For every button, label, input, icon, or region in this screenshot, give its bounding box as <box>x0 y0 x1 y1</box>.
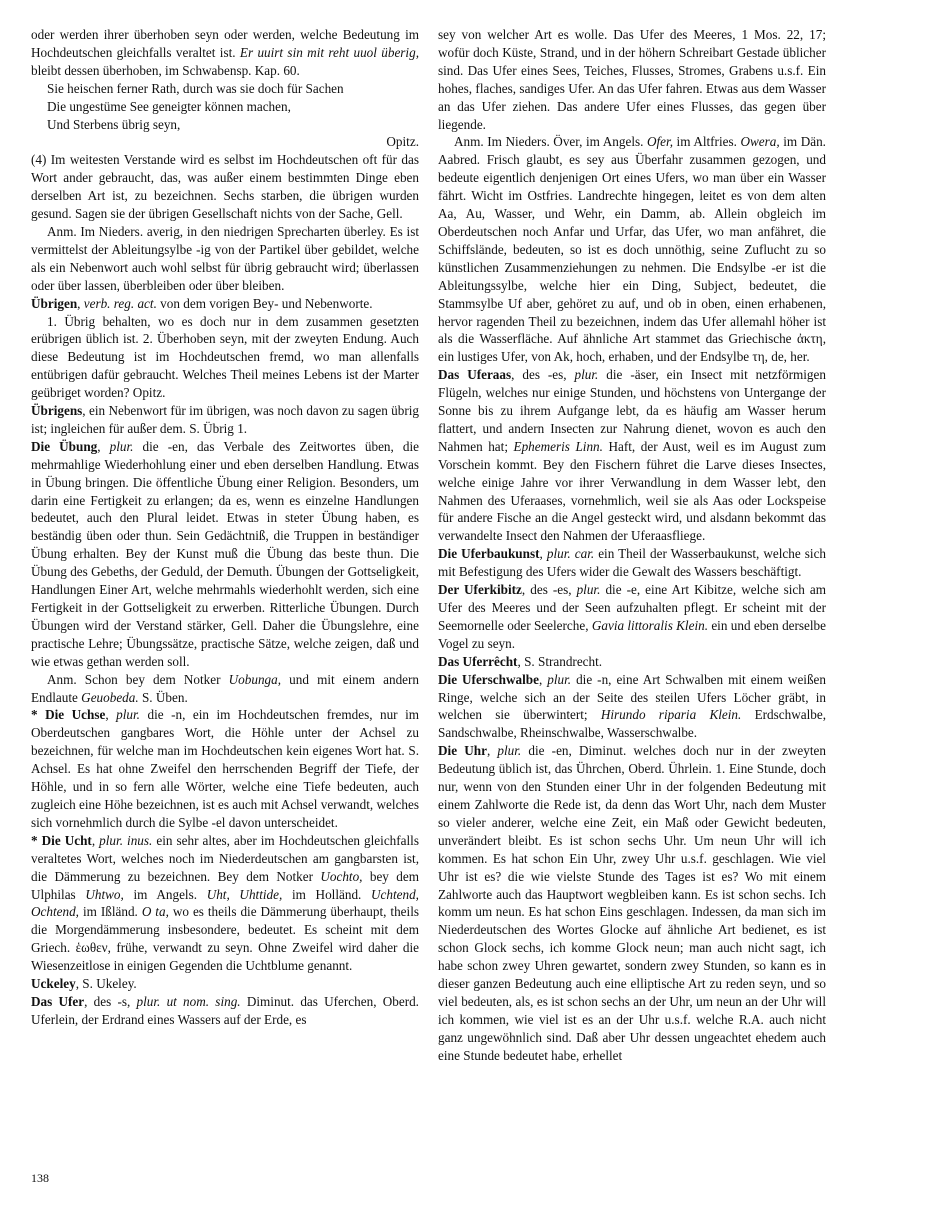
text-run: Diminut. das Uferchen, Oberd. Uferlein, der Erdrand eines Wassers auf der Erde, es <box>31 993 419 1027</box>
text-run: bleibt dessen überhoben, im Schwabensp. Kap. 60. <box>31 62 300 78</box>
italic-text: plur. <box>109 438 134 454</box>
text-run: die -e, eine Art Kibitze, welche sich am Ufer des Meeres und der Seen aufzuhalten pflegt. Er scheint mit der Seemornelle oder Seelerche, <box>438 582 826 633</box>
text-run: , S. Strandrecht. <box>517 653 603 669</box>
text-run: die -n, ein im Hochdeutschen fremdes, nur im Oberdeutschen gangbares Wort, die Höhle unter der Achsel zu bezeichnen, für welche man im Hochdeutschen kein eigenes Wort hat. S. Achsel. Es hat ohne Zweifel den herrschenden Begriff der Tiefe, der Höhle, und in so fern alle Wörter, welche eine Tiefe bedeuten, auch zugleich eine Höhe bezeichnen, ist es auch mit Achsel verwandt, welches sich vornehmlich durch die Sylbe -el davon unterscheidet. <box>31 707 419 830</box>
text-run: im Ißländ. <box>78 904 142 920</box>
italic-text: Uochto, <box>320 868 363 884</box>
entry-headword: Übrigen <box>31 295 78 311</box>
italic-text: Ephemeris Linn. <box>513 438 603 454</box>
entry-headword: Übrigens <box>31 403 83 419</box>
text-run: , <box>97 438 110 454</box>
text-run: Die ungestüme See geneigter können machen, <box>47 98 291 114</box>
entry-headword: Das Uferrêcht <box>438 653 518 669</box>
paragraph <box>438 545 826 581</box>
text-run: im Altfries. <box>673 134 741 150</box>
text-run: , ein Nebenwort für im übrigen, was noch davon zu sagen übrig ist; ingleichen für außer dem. S. Übrig 1. <box>31 403 419 436</box>
paragraph <box>31 706 419 831</box>
entry-headword: Die Uferschwalbe <box>438 671 539 687</box>
text-run: sey von welcher Art es wolle. Das Ufer des Meeres, 1 Mos. 22, 17; wofür doch Küste, Strand, und in der höhern Schreibart Gestade üblicher sind. Das Ufer eines Sees, Teiches, Flusses, Stromes, Grabens u.s.f. Ein hohes, flaches, sandiges Ufer. An das Ufer fahren. Etwas aus dem Wasser an das Ufer ziehen. Das andere Ufer eines Flusses, das gegen über liegende. <box>438 27 826 132</box>
italic-text: Ofer, <box>646 134 673 150</box>
right-column <box>438 26 826 1065</box>
text-run: Sie heischen ferner Rath, durch was sie doch für Sachen <box>47 80 344 96</box>
text-run: im Holländ. <box>282 886 371 902</box>
italic-text: plur. <box>497 743 522 759</box>
italic-text: plur. inus. <box>99 832 153 848</box>
italic-text: Uhtwo, <box>85 886 124 902</box>
italic-text: Geuobeda. <box>81 689 139 705</box>
text-run: , des -es, <box>511 367 575 383</box>
italic-text: Uobunga, <box>228 671 282 687</box>
paragraph <box>31 295 419 313</box>
paragraph <box>438 133 826 366</box>
text-run: , des -es, <box>521 582 577 598</box>
text-run: die -en, Diminut. welches doch nur in der zweyten Bedeutung üblich ist, das Ührchen, Oberd. Ührlein. 1. Eine Stunde, doch nur, wenn von den Stunden einer Uhr in der folgenden Bedeutung mit einem Zahlworte die Rede ist, da denn das Wort Uhr, nach dem Muster so vieler anderer, welche eine Zeit, ein Maß oder Gewicht bedeuten, unverändert bleibt. Es ist schon sechs Uhr. Um neun Uhr will ich kommen. Es hat schon Ein Uhr, zwey Uhr u.s.f. geschlagen. Wie viel Uhr ist es? die wie vielste Stunde des Tages ist es? Wo mit einem Zahlworte auch das Hauptwort wegbleiben kann. Es ist schon sechs. Ich komm um neun. Es hat schon Eins geschlagen. Indessen, da man sich im Niederdeutschen des Wortes Glocke auf ähnliche Art bedienet, es ist schon Glock sechs, ich komme Glock neun; man auch nicht sagt, ich habe schon zwey Uhren gewartet, sondern zwey Stunden, so kann es in dieser ganzen Bedeutung auch eine elliptische Art zu reden seyn, und so viel bedeuten, als, es ist schon sechs an der Uhr, um neun an der Uhr will ich kommen, wie viel ist es an der Uhr u.s.f. welche R.A. auch nicht ganz ungewöhnlich sind. Daß aber Uhr dessen ungeachtet ehedem auch eine Stunde bedeutet habe, erhellet <box>438 743 826 1063</box>
text-run: Erdschwalbe, Sandschwalbe, Rheinschwalbe, Wasserschwalbe. <box>438 707 827 741</box>
italic-text: plur. <box>547 671 572 687</box>
text-run: , <box>91 832 100 848</box>
page-number: 138 <box>31 1171 49 1185</box>
italic-text: verb. reg. act. <box>83 295 157 311</box>
italic-text: Uht, Uhttide, <box>206 886 283 902</box>
italic-text: Er uuirt sin mit reht uuol überig, <box>239 44 419 60</box>
text-run: von dem vorigen Bey- und Nebenworte. <box>156 295 373 311</box>
text-run: , des -s, <box>84 993 137 1009</box>
text-run: Anm. Im Nieders. averig, in den niedrigen Sprecharten überley. Es ist vermittelst der Ableitungsylbe -ig von der Partikel über gebildet, welche als ein Nebenwort auch wohl selbst für übrig gebraucht wird; überlassen oder über lassen, überbleiben oder über bleiben. <box>31 223 419 293</box>
paragraph <box>31 313 419 403</box>
italic-text: plur. car. <box>546 546 595 562</box>
text-run: ein und eben derselbe Vogel zu seyn. <box>438 617 827 651</box>
text-run: die -en, das Verbale des Zeitwortes üben, die mehrmahlige Wiederhohlung einer und eben derselben Handlung. Etwas in Übung bringen. Die öffentliche Übung einer Religion. Besonders, um darin eine Fertigkeit zu erlangen; da es, wenn es einzelne Handlungen bedeutet, auch den Plural leidet. Etwas in steter Übung haben, es beständig üben oder thun. Sein Gedächtniß, die Truppen in beständiger Übung erhalten. Bey der Kunst muß die Übung das beste thun. Die Übung des Gebeths, der Geduld, der Demuth. Übungen der Gottseligkeit, Handlungen Einer Art, welche mehrmahls wiederhohlt werden, sich eine Fertigkeit in der Gottseligkeit zu erwerben. Ritterliche Übungen. Durch Übungen wird der Verstand stärker, Gell. Daher die Übungslehre, eine practische Lehre; Übungssätze, practische Sätze, welche zeigen, daß und wie etwas gethan werden soll. <box>31 438 420 669</box>
italic-text: plur. <box>574 367 599 383</box>
entry-headword: Der Uferkibitz <box>438 582 522 598</box>
text-run: , <box>539 546 547 562</box>
entry-headword: Das Uferaas <box>438 367 512 383</box>
paragraph <box>31 402 419 438</box>
paragraph <box>31 975 419 993</box>
paragraph <box>31 993 419 1029</box>
attribution <box>31 133 419 151</box>
text-run: Opitz. <box>386 134 419 150</box>
text-run: , <box>486 743 498 759</box>
italic-text: Owera, <box>740 134 780 150</box>
entry-headword: Die Übung <box>31 438 98 454</box>
text-run: Anm. Schon bey dem Notker <box>47 671 229 687</box>
paragraph <box>31 223 419 295</box>
paragraph <box>438 26 826 133</box>
paragraph <box>31 671 419 707</box>
paragraph <box>438 366 826 545</box>
text-run: im Angels. <box>123 886 207 902</box>
text-run: , S. Ukeley. <box>75 976 137 992</box>
italic-text: plur. <box>576 582 601 598</box>
text-run: die -n, eine Art Schwalben mit einem weißen Ringe, welche sich an der Seite des steilen Ufers Löcher gräbt, in welchen sie überwintert; <box>438 671 827 723</box>
entry-headword: Die Uhr <box>438 743 487 759</box>
text-run: bey dem Ulphilas <box>31 868 419 902</box>
text-run: ein Theil der Wasserbaukunst, welche sich mit Befestigung des Ufers wider die Gewalt des Wassers beschäftigt. <box>438 546 827 580</box>
text-run: Und Sterbens übrig seyn, <box>47 116 181 132</box>
text-run: Haft, der Aust, weil es im August zum Vorschein kommt. Bey den Fischern führet die Larve dieses Insectes, welche einige Jahre vor ihrer Verwandlung in dem Wasser lebt, den Nahmen des Uferaases, vornehmlich, weil sie als Aas oder Lockspeise für andere Fische an die Angel gesteckt wird, und alsdann bekommt das verwandelte Insect den Nahmen der Uferaasfliege. <box>438 438 826 544</box>
entry-headword: Das Ufer <box>31 993 85 1009</box>
entry-headword: * Die Ucht <box>31 832 92 848</box>
entry-headword: Die Uferbaukunst <box>438 546 540 562</box>
paragraph <box>438 742 826 1064</box>
text-run: Anm. Im Nieders. Över, im Angels. <box>454 134 647 150</box>
verse-line <box>31 98 419 116</box>
text-run: , <box>538 671 548 687</box>
verse-line <box>31 80 419 98</box>
paragraph <box>31 438 419 671</box>
text-run: , <box>105 707 117 723</box>
text-run: die -äser, ein Insect mit netzförmigen Flügeln, welches nur einige Stunden, und höchstens von Untergange der Sonne bis zu ihrem Aufgange lebt, da es häufig am Wasser herum flattert, und andern Insecten zur Nahrung dienet, wovon es auch den Nahmen hat; <box>438 367 826 454</box>
entry-headword: * Die Uchse <box>31 707 106 723</box>
left-column <box>31 26 419 1029</box>
text-run: oder werden ihrer überhoben seyn oder werden, welche Bedeutung im Hochdeutschen gleichfalls veraltet ist. <box>31 27 419 60</box>
text-run: ein sehr altes, aber im Hochdeutschen gleichfalls veraltetes Wort, welches noch im Niederdeutschen am gangbarsten ist, die Dämmerung zu bezeichnen. Bey dem Notker <box>31 832 419 884</box>
text-run: 1. Übrig behalten, wo es doch nur in dem zusammen gesetzten erübrigen üblich ist. 2. Überhoben seyn, mit der zweyten Endung. Auch diese Bedeutung ist im Hochdeutschen fremd, wo man allenfalls entübrigen dafür gebraucht. Welches Theil meines Lebens ist der Marter geübriget worden? Opitz. <box>31 313 419 401</box>
text-run: (4) Im weitesten Verstande wird es selbst im Hochdeutschen oft für das Wort ander gebraucht, das, was außer einem bestimmten Dinge eben derselben Art ist, zu bezeichnen. Sechs starben, die übrigen wurden gesund. Sagen sie der übrigen Gesellschaft nichts von der Sache, Gell. <box>31 152 419 222</box>
italic-text: Gavia littoralis Klein. <box>591 617 709 633</box>
text-run: , <box>77 295 84 311</box>
italic-text: plur. ut nom. sing. <box>136 993 241 1009</box>
italic-text: O ta, <box>141 904 169 920</box>
verse-line <box>31 116 419 134</box>
italic-text: plur. <box>116 707 140 723</box>
italic-text: Hirundo riparia Klein. <box>600 707 742 723</box>
paragraph <box>438 671 826 743</box>
text-run: im Dän. Aabred. Frisch glaubt, es sey aus Überfahr zusammen gezogen, und bedeute eigentlich denjenigen Ort eines Ufers, wo man über ein Wasser fährt. Wicht im Ostfries. Landrechte hingegen, leitet es von dem alten Aa, Au, Wasser, und Wehr, ein Damm, ab. Allein obgleich im Oberdeutschen noch Anfar und Urfar, das Ufer, wo man anfähret, die Schiffslände, bedeuten, so ist es doch unnöthig, seine Zuflucht zu so künstlichen Zusammenziehungen zu nehmen. Die Endsylbe -er ist die Ableitungssylbe, welche hier ein Ding, Subject, bedeutet, die Stammsylbe Uf aber, gehöret zu auf, und ob in oben, einen erhabenen, hervor ragenden Theil zu bezeichnen, indem das Ufer allemahl höher ist als die Wasserfläche. Auf ähnliche Art stammet das Griechische ἀκτη, ein lustiges Ufer, von Ak, hoch, erhaben, und der Endsylbe τη, de, her. <box>438 134 826 365</box>
italic-text: Uchtend, Ochtend, <box>31 886 419 920</box>
text-run: S. Üben. <box>138 689 188 705</box>
paragraph <box>31 832 419 975</box>
paragraph <box>31 151 419 223</box>
paragraph <box>438 581 826 653</box>
entry-headword: Uckeley <box>31 976 76 992</box>
text-run: wo es theils die Dämmerung überhaupt, theils die Morgendämmerung insbesondere, bedeutet. Es scheint mit dem Griech. ἑωθεν, frühe, verwandt zu seyn. Ohne Zweifel wird daher die Wiesenzeitlose in einigen Gegenden die Uchtblume genannt. <box>31 904 419 974</box>
text-run: und mit einem andern Endlaute <box>31 671 419 705</box>
paragraph <box>438 653 826 671</box>
paragraph <box>31 26 419 80</box>
